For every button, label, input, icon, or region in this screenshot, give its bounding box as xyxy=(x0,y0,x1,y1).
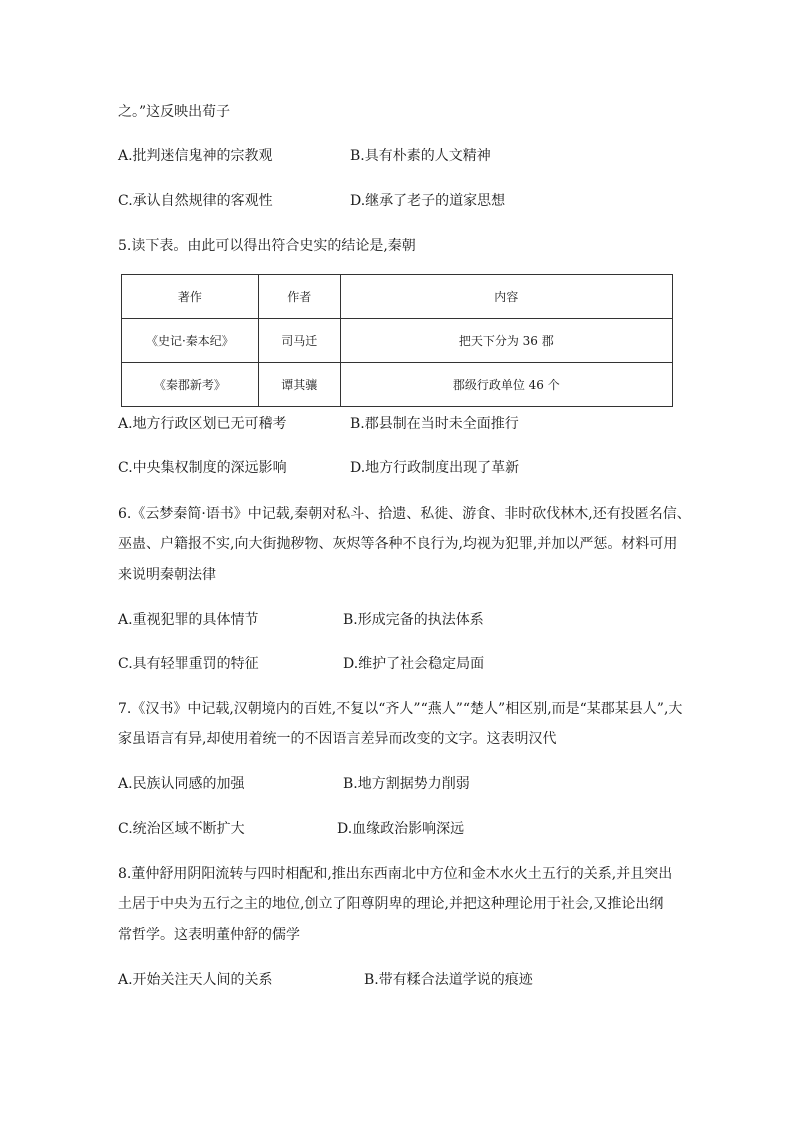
q5-table xyxy=(121,274,673,407)
table-row xyxy=(122,319,673,363)
q5-stem: 5.读下表。由此可以得出符合史实的结论是,秦朝 xyxy=(118,238,416,254)
q6-stem-line-3: 来说明秦朝法律 xyxy=(118,567,216,583)
q4-option-d: D.继承了老子的道家思想 xyxy=(350,193,506,209)
q4-option-a: A.批判迷信鬼神的宗教观 xyxy=(118,148,273,164)
q7-option-d: D.血缘政治影响深远 xyxy=(337,821,465,837)
table-row xyxy=(122,363,673,407)
q7-option-b: B.地方割据势力削弱 xyxy=(343,776,470,792)
table-cell: 谭其骧 xyxy=(258,363,340,407)
q8-stem-line-3: 常哲学。这表明董仲舒的儒学 xyxy=(118,927,300,943)
q7-stem-line-2: 家虽语言有异,却使用着统一的不因语言差异而改变的文字。这表明汉代 xyxy=(118,731,557,747)
q4-stem-tail: 之。”这反映出荀子 xyxy=(118,104,231,120)
q6-option-c: C.具有轻罪重罚的特征 xyxy=(118,656,259,672)
q7-option-a: A.民族认同感的加强 xyxy=(118,776,245,792)
q5-option-c: C.中央集权制度的深远影响 xyxy=(118,460,287,476)
q7-stem-line-1: 7.《汉书》中记载,汉朝境内的百姓,不复以“齐人”“燕人”“楚人”相区别,而是“某郡某县人”,大 xyxy=(118,701,683,717)
q6-option-a: A.重视犯罪的具体情节 xyxy=(118,612,259,628)
q7-option-c: C.统治区域不断扩大 xyxy=(118,821,245,837)
q5-option-b: B.郡县制在当时未全面推行 xyxy=(350,416,519,432)
q5-option-a: A.地方行政区划已无可稽考 xyxy=(118,416,287,432)
table-header-cell: 作者 xyxy=(258,275,340,319)
q8-option-a: A.开始关注天人间的关系 xyxy=(118,972,273,988)
table-cell: 司马迁 xyxy=(258,319,340,363)
table-cell: 《秦郡新考》 xyxy=(122,363,259,407)
q6-option-d: D.维护了社会稳定局面 xyxy=(343,656,485,672)
q4-option-c: C.承认自然规律的客观性 xyxy=(118,193,273,209)
q4-option-b: B.具有朴素的人文精神 xyxy=(350,148,491,164)
table-cell: 郡级行政单位 46 个 xyxy=(340,363,672,407)
q8-option-b: B.带有糅合法道学说的痕迹 xyxy=(364,972,533,988)
table-header-cell: 内容 xyxy=(340,275,672,319)
q6-stem-line-2: 巫蛊、户籍报不实,向大街抛秽物、灰烬等各种不良行为,均视为犯罪,并加以严惩。材料可用 xyxy=(118,536,678,552)
q6-stem-line-1: 6.《云梦秦简·语书》中记载,秦朝对私斗、拾遗、私徙、游食、非时砍伐林木,还有投匿名信、 xyxy=(118,506,691,522)
q5-option-d: D.地方行政制度出现了革新 xyxy=(350,460,520,476)
table-header-row xyxy=(122,275,673,319)
table-header-cell: 著作 xyxy=(122,275,259,319)
q6-option-b: B.形成完备的执法体系 xyxy=(343,612,484,628)
q8-stem-line-2: 土居于中央为五行之主的地位,创立了阳尊阴卑的理论,并把这种理论用于社会,又推论出纲 xyxy=(118,896,664,912)
q8-stem-line-1: 8.董仲舒用阴阳流转与四时相配和,推出东西南北中方位和金木水火土五行的关系,并且突出 xyxy=(118,866,673,882)
table-cell: 《史记·秦本纪》 xyxy=(122,319,259,363)
table-cell: 把天下分为 36 郡 xyxy=(340,319,672,363)
